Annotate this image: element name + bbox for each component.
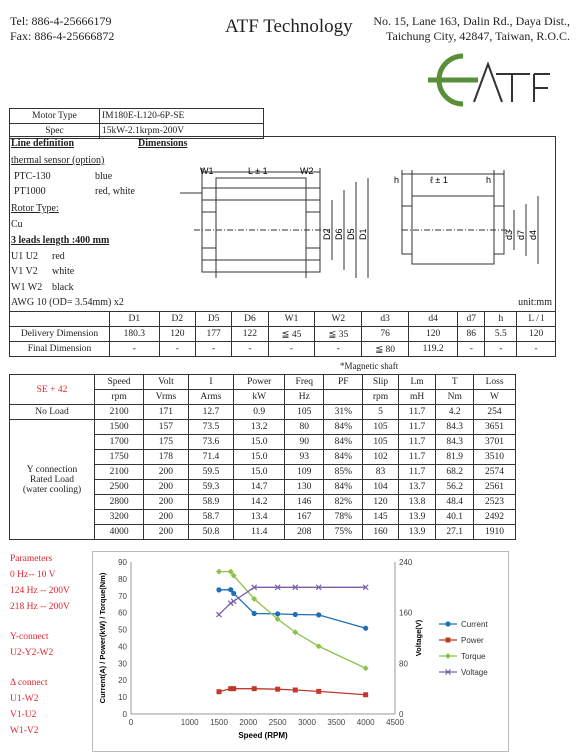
y2-axis-title: Voltage(V) (414, 619, 423, 657)
parameters-block (10, 551, 70, 739)
dim-header: W2 (315, 312, 362, 327)
series-line-power (219, 689, 366, 695)
perf-cell: 40.1 (436, 510, 474, 525)
perf-header: Power (234, 375, 285, 390)
data-point (275, 611, 280, 616)
rated-load-line: Rated Load (29, 474, 75, 485)
d4-label: d4 (528, 229, 538, 240)
fax-text: Fax: 886-4-25666872 (10, 29, 115, 43)
y2-tick-label: 80 (399, 659, 408, 669)
dim-cell: - (485, 342, 517, 357)
perf-cell: 171 (144, 405, 189, 420)
data-point (217, 689, 222, 694)
legend-label: Torque (461, 652, 486, 661)
x-tick-label: 2000 (239, 718, 258, 727)
dim-cell: 120 (409, 327, 458, 342)
performance-chart (92, 551, 509, 752)
delta-connect-label: Δ connect (10, 678, 48, 688)
perf-cell: 84% (324, 450, 363, 465)
perf-unit: W (474, 390, 516, 405)
data-point (252, 686, 257, 691)
perf-cell: 84% (324, 480, 363, 495)
perf-cell: 73.5 (188, 420, 234, 435)
dim-cell: 119.2 (409, 342, 458, 357)
perf-cell: 2800 (95, 495, 144, 510)
perf-cell: 11.7 (398, 450, 436, 465)
pt1000-label: PT1000 (14, 186, 46, 197)
perf-cell: 146 (285, 495, 324, 510)
perf-cell: 11.7 (398, 465, 436, 480)
dimension-drawing (180, 160, 560, 278)
data-point (217, 612, 222, 617)
delta-line: U1-W2 (10, 694, 39, 704)
perf-header: T (436, 375, 474, 390)
dim-cell: 122 (232, 327, 268, 342)
perf-cell: 81.9 (436, 450, 474, 465)
perf-header: Lm (398, 375, 436, 390)
data-point (316, 612, 321, 617)
motor-type-label: Motor Type (10, 109, 100, 124)
data-point (363, 626, 368, 631)
perf-cell: 58.7 (188, 510, 234, 525)
dim-cell: 120 (517, 327, 556, 342)
dim-header: W1 (268, 312, 315, 327)
dim-cell: 5.5 (485, 327, 517, 342)
address-line2: Taichung City, 42847, Taiwan, R.O.C. (386, 29, 570, 43)
perf-cell: 1750 (95, 450, 144, 465)
x-tick-label: 3500 (327, 718, 346, 727)
data-point (445, 653, 451, 659)
y-tick-label: 60 (118, 608, 127, 618)
delta-line: W1-V2 (10, 726, 39, 736)
perf-cell: 68.2 (436, 465, 474, 480)
performance-table (9, 374, 516, 540)
perf-cell: 58.9 (188, 495, 234, 510)
perf-cell: 175 (144, 435, 189, 450)
y-tick-label: 0 (122, 710, 127, 719)
dimension-table (9, 311, 556, 357)
perf-cell: 13.7 (398, 480, 436, 495)
param-line: 0 Hz-- 10 V (10, 570, 56, 580)
dim-cell: 180.3 (110, 327, 160, 342)
w2-label: W2 (300, 166, 314, 176)
perf-cell: 0.9 (234, 405, 285, 420)
perf-cell: 11.4 (234, 525, 285, 540)
perf-cell: 2523 (474, 495, 516, 510)
perf-cell: 4000 (95, 525, 144, 540)
magnetic-shaft-note: *Magnetic shaft (340, 361, 399, 371)
perf-cell: 90 (285, 435, 324, 450)
perf-header: Loss (474, 375, 516, 390)
param-line: 124 Hz -- 200V (10, 586, 70, 596)
delivery-row (10, 327, 556, 342)
perf-cell: 85% (324, 465, 363, 480)
perf-unit: Vrms (144, 390, 189, 405)
param-line: 218 Hz -- 200V (10, 602, 70, 612)
ptc-label: PTC-130 (14, 171, 51, 182)
perf-unit: Arms (188, 390, 234, 405)
d5-label: D5 (346, 228, 356, 240)
perf-cell: 104 (363, 480, 398, 495)
series-line-torque (219, 572, 366, 669)
perf-unit: Nm (436, 390, 474, 405)
d3-label: d3 (504, 229, 514, 240)
dim-cell: 86 (458, 327, 485, 342)
awg-spec: AWG 10 (OD= 3.54mm) x2 (11, 297, 124, 308)
perf-cell: 2574 (474, 465, 516, 480)
y-tick-label: 20 (118, 676, 127, 686)
unit-label: unit:mm (518, 297, 552, 308)
dim-cell: - (458, 342, 485, 357)
dim-header: d7 (458, 312, 485, 327)
y2-tick-label: 240 (399, 558, 413, 567)
perf-cell: 145 (363, 510, 398, 525)
perf-cell: 12.7 (188, 405, 234, 420)
rotor-type-label: Rotor Type: (11, 203, 59, 214)
dim-cell: - (110, 342, 160, 357)
dim-cell: - (315, 342, 362, 357)
perf-header: I (188, 375, 234, 390)
perf-cell: 178 (144, 450, 189, 465)
legend-label: Voltage (461, 668, 488, 677)
perf-cell: 200 (144, 510, 189, 525)
h-left-label: h (394, 175, 400, 185)
perf-cell: 15.0 (234, 465, 285, 480)
x-tick-label: 1500 (210, 718, 228, 727)
dim-header: D6 (232, 312, 268, 327)
address-line1: No. 15, Lane 163, Dalin Rd., Daya Dist., (373, 14, 570, 28)
dim-header: D5 (196, 312, 232, 327)
ptc-color: blue (95, 171, 113, 182)
line-definition-title: Line definition (11, 138, 75, 149)
y-tick-label: 90 (118, 558, 127, 567)
dimensions-title: Dimensions (138, 138, 188, 149)
dim-cell: 76 (362, 327, 409, 342)
perf-cell: 5 (363, 405, 398, 420)
x-tick-label: 4000 (356, 718, 375, 727)
lead-u-color: red (52, 251, 65, 262)
x-tick-label: 4500 (386, 718, 404, 727)
d1-label: D1 (358, 228, 368, 240)
params-title: Parameters (10, 554, 53, 564)
perf-cell: 200 (144, 495, 189, 510)
perf-cell: 157 (144, 420, 189, 435)
perf-cell: 160 (363, 525, 398, 540)
d6-label: D6 (334, 228, 344, 240)
perf-cell: 208 (285, 525, 324, 540)
lead-v-color: white (52, 266, 75, 277)
perf-header: Slip (363, 375, 398, 390)
series-line-current (219, 590, 366, 629)
dim-cell: Final Dimension (10, 342, 110, 357)
data-point (316, 689, 321, 694)
perf-cell: 84% (324, 420, 363, 435)
dim-header: d4 (409, 312, 458, 327)
atf-logo (408, 50, 558, 110)
perf-cell: 102 (363, 450, 398, 465)
dim-cell: - (196, 342, 232, 357)
d2-label: D2 (322, 228, 332, 240)
perf-cell: 200 (144, 525, 189, 540)
y-tick-label: 80 (118, 574, 127, 584)
perf-cell: 50.8 (188, 525, 234, 540)
dim-cell: 120 (159, 327, 195, 342)
perf-cell: 1700 (95, 435, 144, 450)
d7-label: d7 (516, 229, 526, 240)
thermal-sensor-label: thermal sensor (option) (11, 155, 105, 166)
dim-header: D1 (110, 312, 160, 327)
perf-unit (324, 390, 363, 405)
data-point (231, 591, 236, 596)
lead-w-color: black (52, 282, 74, 293)
perf-cell: 4.2 (436, 405, 474, 420)
data-point (316, 643, 322, 649)
data-point (252, 611, 257, 616)
rated-load-label (10, 420, 95, 540)
perf-cell: 80 (285, 420, 324, 435)
no-load-label: No Load (10, 405, 95, 420)
data-point (216, 569, 222, 575)
data-point (293, 612, 298, 617)
perf-header: Speed (95, 375, 144, 390)
data-point (446, 638, 451, 643)
legend-label: Current (461, 620, 488, 629)
dim-header: h (485, 312, 517, 327)
dim-header-row (10, 312, 556, 327)
perf-cell: 14.2 (234, 495, 285, 510)
perf-cell: 14.7 (234, 480, 285, 495)
y-connect-value: U2-Y2-W2 (10, 648, 54, 658)
perf-cell: 15.0 (234, 435, 285, 450)
company-name: ATF Technology (225, 16, 353, 37)
data-point (275, 687, 280, 692)
perf-cell: 13.9 (398, 510, 436, 525)
delta-line: V1-U2 (10, 710, 37, 720)
l-label: L ± 1 (248, 166, 268, 176)
y-connect-label: Y-connect (10, 632, 49, 642)
dim-cell: - (517, 342, 556, 357)
perf-cell: 13.4 (234, 510, 285, 525)
perf-unit: rpm (363, 390, 398, 405)
perf-cell: 93 (285, 450, 324, 465)
perf-cell: 73.6 (188, 435, 234, 450)
perf-header: Freq (285, 375, 324, 390)
rated-load-line: (water cooling) (22, 484, 82, 495)
pt1000-color: red, white (95, 186, 135, 197)
motor-type-table (9, 108, 264, 139)
final-row (10, 342, 556, 357)
data-point (216, 587, 221, 592)
perf-cell: 84% (324, 435, 363, 450)
y-tick-label: 30 (118, 659, 127, 669)
perf-cell: 105 (285, 405, 324, 420)
tel-text: Tel: 886-4-25666179 (10, 14, 112, 28)
dim-cell: ≦ 80 (362, 342, 409, 357)
perf-cell: 59.3 (188, 480, 234, 495)
dim-cell: ≦ 35 (315, 327, 362, 342)
dim-header: L / l (517, 312, 556, 327)
perf-header: PF (324, 375, 363, 390)
perf-cell: 1500 (95, 420, 144, 435)
y2-tick-label: 160 (399, 608, 413, 618)
x-tick-label: 3000 (298, 718, 316, 727)
perf-unit: Hz (285, 390, 324, 405)
x-tick-label: 2500 (268, 718, 287, 727)
perf-cell: 48.4 (436, 495, 474, 510)
dim-cell: - (268, 342, 315, 357)
dim-header: d3 (362, 312, 409, 327)
perf-cell: 3200 (95, 510, 144, 525)
perf-cell: 105 (363, 420, 398, 435)
legend-label: Power (461, 636, 484, 645)
x-axis-title: Speed (RPM) (238, 731, 288, 740)
perf-header: Volt (144, 375, 189, 390)
perf-cell: 3701 (474, 435, 516, 450)
lead-w: W1 W2 (11, 282, 43, 293)
perf-cell: 13.9 (398, 525, 436, 540)
perf-cell: 2100 (95, 465, 144, 480)
perf-cell: 11.7 (398, 405, 436, 420)
perf-cell: 200 (144, 480, 189, 495)
chart-svg (93, 552, 508, 751)
dim-header (10, 312, 110, 327)
perf-cell: 82% (324, 495, 363, 510)
perf-cell: 2561 (474, 480, 516, 495)
dim-header: D2 (159, 312, 195, 327)
perf-cell: 78% (324, 510, 363, 525)
perf-cell: 83 (363, 465, 398, 480)
h-right-label: h (486, 175, 492, 185)
y2-tick-label: 0 (399, 710, 404, 719)
perf-cell: 13.8 (398, 495, 436, 510)
perf-cell: 27.1 (436, 525, 474, 540)
perf-unit: mH (398, 390, 436, 405)
x-tick-label: 1000 (180, 718, 199, 727)
perf-cell: 75% (324, 525, 363, 540)
dim-cell: - (232, 342, 268, 357)
perf-cell: 84.3 (436, 420, 474, 435)
perf-cell: 200 (144, 465, 189, 480)
w1-label: W1 (200, 166, 214, 176)
lead-u: U1 U2 (11, 251, 38, 262)
rotor-type-value: Cu (11, 219, 23, 230)
motor-type-value: IM180E-L120-6P-SE (100, 109, 264, 124)
perf-cell: 109 (285, 465, 324, 480)
perf-cell: 3510 (474, 450, 516, 465)
dim-cell: Delivery Dimension (10, 327, 110, 342)
dim-cell: ≦ 45 (268, 327, 315, 342)
data-point (363, 665, 369, 671)
data-point (231, 686, 236, 691)
perf-cell: 254 (474, 405, 516, 420)
y-tick-label: 10 (118, 693, 127, 703)
perf-cell: 84.3 (436, 435, 474, 450)
perf-cell: 56.2 (436, 480, 474, 495)
perf-cell: 105 (363, 435, 398, 450)
data-point (363, 692, 368, 697)
perf-cell: 2492 (474, 510, 516, 525)
y-tick-label: 70 (118, 591, 127, 601)
rated-load-line: Y connection (26, 464, 78, 475)
y-axis-title: Current(A) / Power(kW) / Torque(Nm) (98, 572, 107, 704)
perf-cell: 71.4 (188, 450, 234, 465)
y-tick-label: 40 (118, 642, 127, 652)
perf-cell: 59.5 (188, 465, 234, 480)
perf-cell: 11.7 (398, 435, 436, 450)
leads-length: 3 leads length :400 mm (11, 235, 110, 246)
dim-cell: 177 (196, 327, 232, 342)
perf-cell: 167 (285, 510, 324, 525)
se-label: SE + 42 (10, 375, 95, 405)
data-point (293, 688, 298, 693)
dim-cell: - (159, 342, 195, 357)
perf-cell: 31% (324, 405, 363, 420)
spec-label: Spec (10, 124, 100, 139)
spec-value: 15kW-2.1krpm-200V (100, 124, 264, 139)
perf-cell: 130 (285, 480, 324, 495)
perf-cell: 13.2 (234, 420, 285, 435)
perf-cell: 2100 (95, 405, 144, 420)
perf-cell: 120 (363, 495, 398, 510)
x-tick-label: 0 (128, 718, 134, 727)
lead-v: V1 V2 (11, 266, 38, 277)
perf-cell: 2500 (95, 480, 144, 495)
perf-cell: 1910 (474, 525, 516, 540)
y-tick-label: 50 (118, 625, 127, 635)
perf-unit: kW (234, 390, 285, 405)
perf-unit: rpm (95, 390, 144, 405)
perf-cell: 3651 (474, 420, 516, 435)
perf-cell: 15.0 (234, 450, 285, 465)
data-point (445, 621, 450, 626)
l-small-label: ℓ ± 1 (430, 175, 448, 185)
perf-cell: 11.7 (398, 420, 436, 435)
table-row (10, 420, 516, 435)
